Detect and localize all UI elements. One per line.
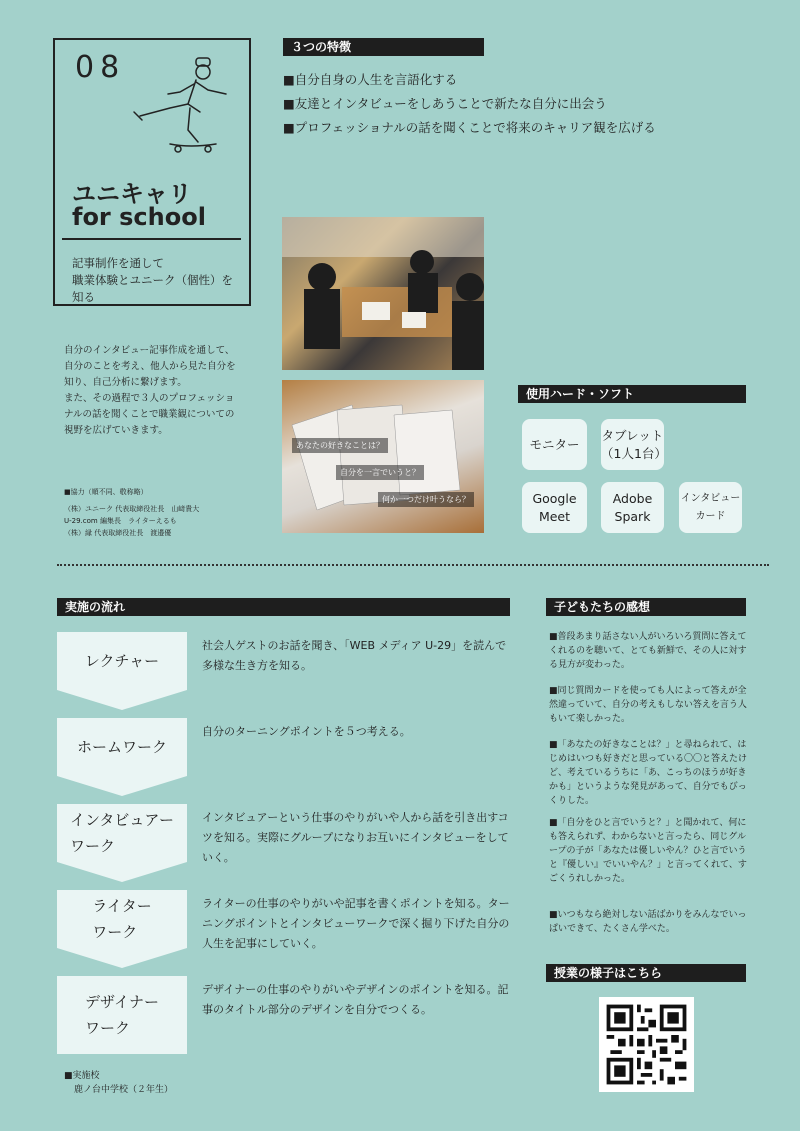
- flow-step: デザイナー ワーク: [57, 976, 187, 1054]
- tool-interview-card: インタビュー カード: [679, 482, 742, 533]
- flow-step-desc: デザイナーの仕事のやりがいやデザインのポイントを知る。記事のタイトル部分のデザインを自分でつくる。: [202, 983, 509, 1016]
- flow-step-desc: インタビュアーという仕事のやりがいや人から話を引き出すコツを知る。実際にグループになりお互いにインタビューをしていく。: [202, 811, 509, 864]
- classroom-photo: [282, 217, 484, 370]
- tool-google-meet: Google Meet: [522, 482, 587, 533]
- impressions-heading: 子どもたちの感想: [546, 598, 746, 616]
- class-view-heading: 授業の様子はこちら: [546, 964, 746, 982]
- impression-item: ■普段あまり話さない人がいろいろ質問に答えてくれるのを聴いて、とても新鮮で、その人に対する見方が変わった。: [549, 632, 747, 670]
- card-text: あなたの好きなことは？: [292, 438, 388, 453]
- feature-item: ■自分自身の人生を言語化する: [283, 72, 458, 87]
- card-text: 何か一つだけ叶うなら？: [378, 492, 474, 507]
- flow-step: ホームワーク: [57, 718, 187, 796]
- credits-title: ■協力（順不同、敬称略）: [64, 488, 148, 496]
- tool-adobe-spark: Adobe Spark: [601, 482, 664, 533]
- flow-step-desc: 自分のターニングポイントを５つ考える。: [202, 725, 411, 738]
- features-heading: ３つの特徴: [283, 38, 484, 56]
- flow-step: ライター ワーク: [57, 890, 187, 968]
- feature-item: ■プロフェッショナルの話を聞くことで将来のキャリア観を広げる: [283, 120, 656, 135]
- flow-step: インタビュアー ワーク: [57, 804, 187, 882]
- tool-monitor: モニター: [522, 419, 587, 470]
- impression-item: ■同じ質問カードを使っても人によって答えが全然違っていて、自分の考えもしない答えを言う人もいて楽しかった。: [549, 686, 747, 724]
- flow-heading: 実施の流れ: [57, 598, 510, 616]
- impression-item: ■「あなたの好きなことは？」と尋ねられて、はじめはいつも好きだと思っている〇〇と答えたけど、考えているうちに「あ、こっちのほうが好きかも」というような発見があって、自分でもびっくりした。: [549, 740, 748, 806]
- flow-step-desc: ライターの仕事のやりがいや記事を書くポイントを知る。ターニングポイントとインタビューワークで深く掘り下げた自分の人生を記事にしていく。: [202, 897, 510, 950]
- skateboarder-illustration: [130, 52, 230, 162]
- brand-title: ユニキャリ: [72, 180, 192, 208]
- credits-list: （株）ユニーク 代表取締役社長 山﨑貴大 U-29.com 編集長 ライターえるも （株）縁 代表取締役社長 渡邉優: [64, 505, 200, 537]
- impression-item: ■いつもなら絶対しない話ばかりをみんなでいっぱいできて、たくさん学べた。: [549, 910, 747, 934]
- tools-heading: 使用ハード・ソフト: [518, 385, 746, 403]
- issue-number: 08: [75, 50, 126, 85]
- card-text: 自分を一言でいうと？: [336, 465, 424, 480]
- brand-subtitle: for school: [72, 203, 206, 231]
- school-info: ■実施校 鹿ノ台中学校（２年生）: [64, 1071, 174, 1095]
- qr-code[interactable]: [599, 997, 694, 1092]
- section-divider: [57, 564, 769, 566]
- flow-step-desc: 社会人ゲストのお話を聞き、「WEB メディア U-29」を読んで多様な生き方を知る。: [202, 639, 507, 672]
- impression-item: ■「自分をひと言でいうと？」と聞かれて、何にも答えられず、わからないと言ったら、同じグループの子が「あなたは優しいやん？ひと言でいうと『優しい』でいいやん？」と言ってくれて、すごくうれしかった。: [549, 818, 747, 884]
- flow-step: レクチャー: [57, 632, 187, 710]
- tool-tablet: タブレット （1人1台）: [601, 419, 664, 470]
- divider: [62, 238, 241, 240]
- feature-item: ■友達とインタビューをしあうことで新たな自分に出会う: [283, 96, 607, 111]
- interview-cards-photo: [282, 380, 484, 533]
- hero-subtext: 記事制作を通して 職業体験とユニーク（個性）を 知る: [72, 256, 233, 304]
- intro-text: 自分のインタビュー記事作成を通して、 自分のことを考え、他人から見た自分を 知り、自己分析に繋げます。 また、その過程で３人のプロフェッショ ナルの話を聞くことで職業観についての 視野を広げていきます。: [64, 345, 236, 436]
